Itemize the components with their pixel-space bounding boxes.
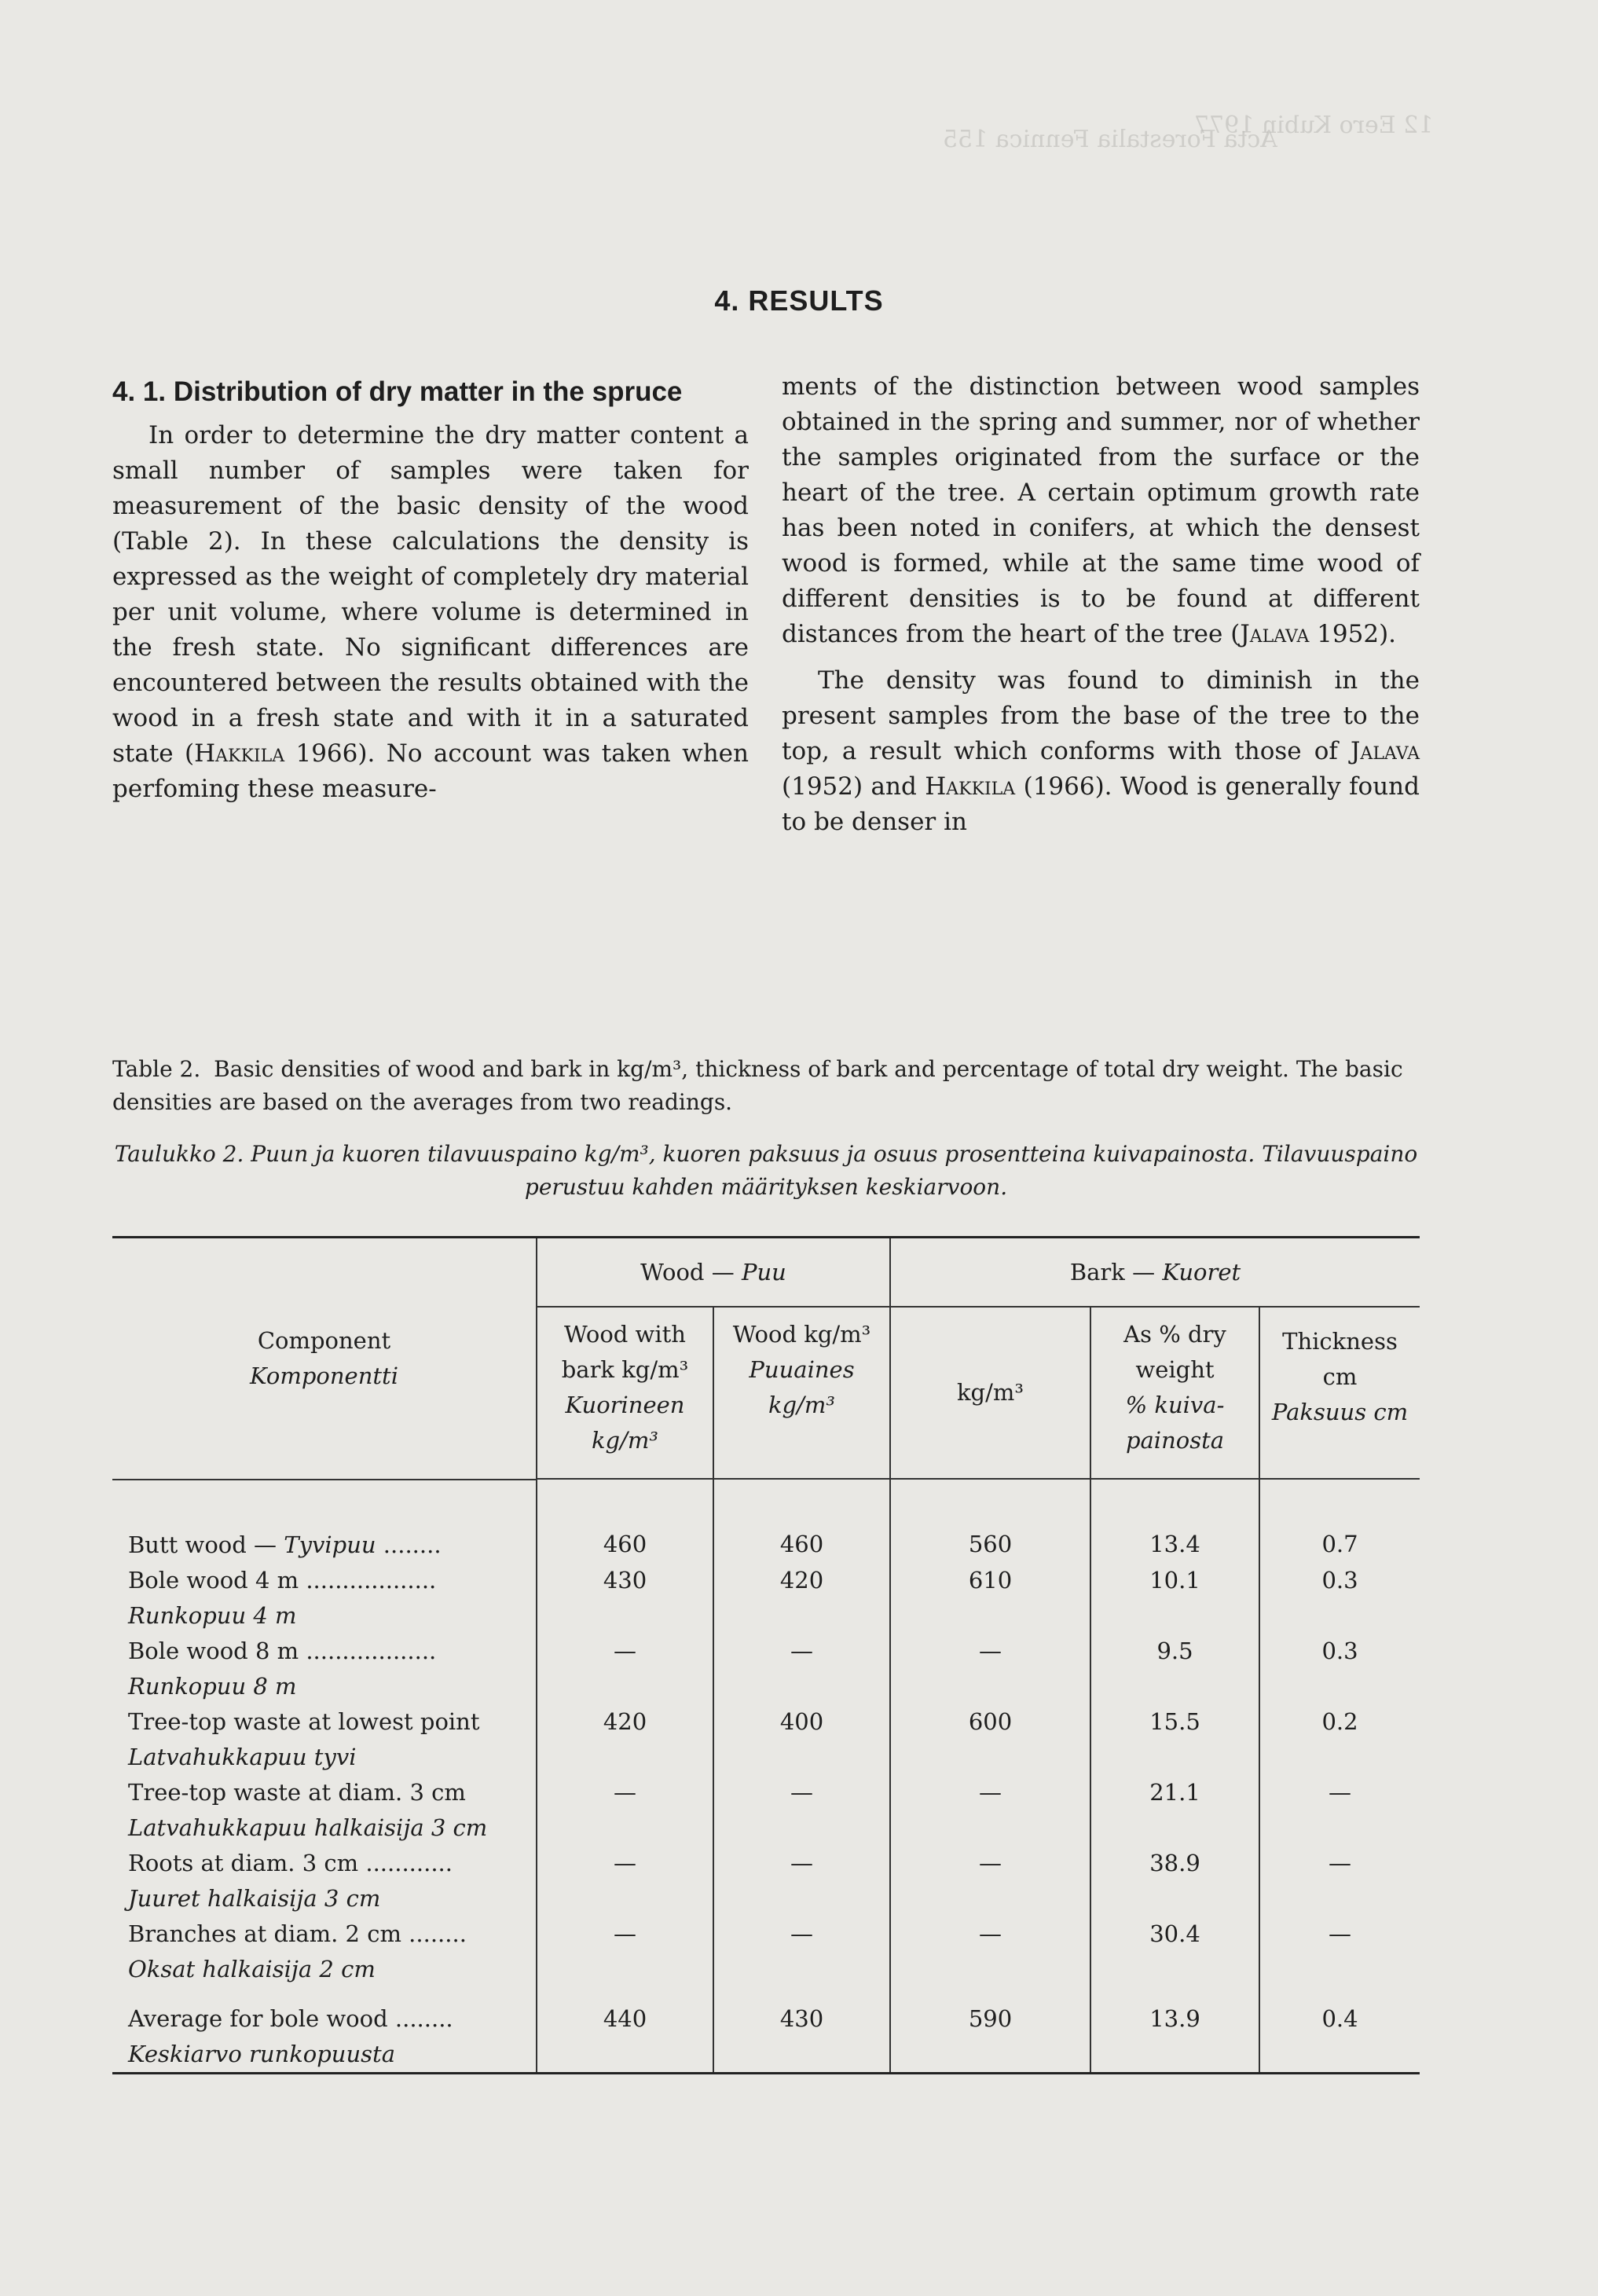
cell-thick: — — [1329, 1920, 1351, 1947]
show-through-journal: Acta Forestalia Fennica 155 — [943, 126, 1277, 153]
cell-wwb: 440 — [537, 1987, 713, 2074]
cell-bark: 600 — [890, 1704, 1090, 1775]
author-citation: Hakkila — [925, 772, 1016, 801]
cell-pct: 13.9 — [1090, 1987, 1259, 2074]
component-name: Tree-top waste at lowest point Latvahukkapuu tyvi — [112, 1704, 537, 1775]
cell-thick: 0.2 — [1321, 1708, 1358, 1735]
table-caption-english — [112, 1053, 1420, 1119]
cell-wwb: 420 — [537, 1704, 713, 1775]
cell-pct: 38.9 — [1090, 1846, 1259, 1916]
cell-bark: — — [890, 1775, 1090, 1846]
right-paragraph-2: The density was found to diminish in the present samples from the base of the tree to the top, a result which conforms with those of Jalava (1952) and Hakkila (1966). Wood is generally found to be denser in — [782, 666, 1420, 836]
bark-percent-header: As % dry weight % kuiva-painosta — [1090, 1307, 1259, 1479]
cell-thick: — — [1329, 1779, 1351, 1806]
author-citation: Jalava — [1240, 620, 1310, 648]
cell-pct: 15.5 — [1090, 1704, 1259, 1775]
table-label: Table 2. — [112, 1056, 201, 1082]
cell-wood: 460 — [713, 1480, 890, 1563]
cell-wood: 420 — [713, 1563, 890, 1634]
section-heading: 4. 1. Distribution of dry matter in the spruce — [112, 376, 683, 407]
table-row — [112, 1916, 1420, 1987]
component-name-finnish: Runkopuu 4 m — [128, 1602, 297, 1629]
component-name: Butt wood — Tyvipuu ........ — [112, 1480, 537, 1563]
component-name-finnish: Keskiarvo runkopuusta — [128, 2041, 395, 2067]
cell-thick: 0.4 — [1321, 2005, 1358, 2032]
cell-wood: 400 — [713, 1704, 890, 1775]
cell-wood: — — [713, 1916, 890, 1987]
cell-wood: — — [713, 1634, 890, 1704]
wood-density-header: Wood kg/m³ Puuaines kg/m³ — [713, 1307, 890, 1479]
table-caption-text: Basic densities of wood and bark in kg/m³, thickness of bark and percentage of total dry weight. The basic densities are based on the averages from two readings. — [112, 1056, 1403, 1115]
component-name-finnish: Juuret halkaisija 3 cm — [128, 1885, 381, 1912]
component-name: Branches at diam. 2 cm ........ Oksat halkaisija 2 cm — [112, 1916, 537, 1987]
cell-thick: 0.3 — [1321, 1638, 1358, 1664]
cell-wwb: — — [537, 1846, 713, 1916]
cell-wood: 430 — [713, 1987, 890, 2074]
cell-bark: 560 — [890, 1480, 1090, 1563]
cell-wwb: 430 — [537, 1563, 713, 1634]
component-name-finnish: Latvahukkapuu halkaisija 3 cm — [128, 1814, 488, 1841]
left-column — [112, 369, 749, 807]
cell-wwb: — — [537, 1916, 713, 1987]
component-name: Average for bole wood ........ Keskiarvo runkopuusta — [112, 1987, 537, 2074]
component-name: Tree-top waste at diam. 3 cm Latvahukkapuu halkaisija 3 cm — [112, 1775, 537, 1846]
table-row — [112, 1775, 1420, 1846]
cell-wwb: — — [537, 1634, 713, 1704]
cell-pct: 21.1 — [1090, 1775, 1259, 1846]
cell-bark: — — [890, 1634, 1090, 1704]
left-paragraph: In order to determine the dry matter content a small number of samples were taken for measurement of the basic density of the wood (Table 2). In these calculations the density is expressed as the weight of completely dry material per unit volume, where volume is determined in the fresh state. No significant differences are encountered between the results obtained with the wood in a fresh state and with it in a saturated state (Hakkila 1966). No account was taken when perfoming these measure- — [112, 421, 749, 803]
cell-bark: — — [890, 1846, 1090, 1916]
cell-pct: 30.4 — [1090, 1916, 1259, 1987]
cell-bark: — — [890, 1916, 1090, 1987]
cell-pct: 13.4 — [1090, 1480, 1259, 1563]
wood-group-header: Wood — Puu — [537, 1238, 890, 1308]
cell-wood: — — [713, 1846, 890, 1916]
cell-wwb: — — [537, 1775, 713, 1846]
right-paragraph-1: ments of the distinction between wood samples obtained in the spring and summer, nor of whether the samples originated from the surface or the heart of the tree. A certain optimum growth rate has been noted in conifers, at which the densest wood is formed, while at the same time wood of different densities is to be found at different distances from the heart of the tree (Jalava 1952). — [782, 372, 1420, 648]
right-column — [782, 369, 1420, 840]
bark-density-header: kg/m³ — [890, 1307, 1090, 1479]
component-name: Bole wood 8 m .................. Runkopuu 8 m — [112, 1634, 537, 1704]
show-through-header: 12 Eero Kubin 1977 — [1194, 112, 1434, 139]
table-row — [112, 1704, 1420, 1775]
component-name: Roots at diam. 3 cm ............ Juuret halkaisija 3 cm — [112, 1846, 537, 1916]
author-citation: Hakkila — [194, 739, 285, 768]
bark-group-header: Bark — Kuoret — [890, 1238, 1420, 1308]
cell-pct: 9.5 — [1090, 1634, 1259, 1704]
bark-thickness-header: Thickness cm Paksuus cm — [1259, 1307, 1420, 1479]
table-body — [112, 1480, 1420, 2074]
density-table — [112, 1236, 1420, 2074]
component-header: Component Komponentti — [112, 1238, 537, 1480]
table-row — [112, 1987, 1420, 2074]
table-row — [112, 1846, 1420, 1916]
cell-wood: — — [713, 1775, 890, 1846]
table-row — [112, 1563, 1420, 1634]
table-row — [112, 1634, 1420, 1704]
cell-thick: — — [1329, 1850, 1351, 1876]
table-caption-finnish: Taulukko 2. Puun ja kuoren tilavuuspaino kg/m³, kuoren paksuus ja osuus prosentteina kuivapainosta. Tilavuuspaino perustuu kahden määrityksen keskiarvoon. — [114, 1141, 1418, 1200]
cell-thick: 0.7 — [1321, 1531, 1358, 1557]
cell-thick: 0.3 — [1321, 1567, 1358, 1594]
results-heading: 4. RESULTS — [714, 284, 884, 317]
author-citation: Jalava — [1351, 737, 1420, 765]
component-name: Bole wood 4 m .................. Runkopuu 4 m — [112, 1563, 537, 1634]
cell-bark: 590 — [890, 1987, 1090, 2074]
cell-bark: 610 — [890, 1563, 1090, 1634]
table-row — [112, 1480, 1420, 1563]
cell-wwb: 460 — [537, 1480, 713, 1563]
wood-with-bark-header: Wood with bark kg/m³ Kuorineen kg/m³ — [537, 1307, 713, 1479]
cell-pct: 10.1 — [1090, 1563, 1259, 1634]
component-name-finnish: Oksat halkaisija 2 cm — [128, 1956, 376, 1982]
component-name-finnish: Latvahukkapuu tyvi — [128, 1744, 357, 1770]
component-name-finnish: Runkopuu 8 m — [128, 1673, 297, 1700]
